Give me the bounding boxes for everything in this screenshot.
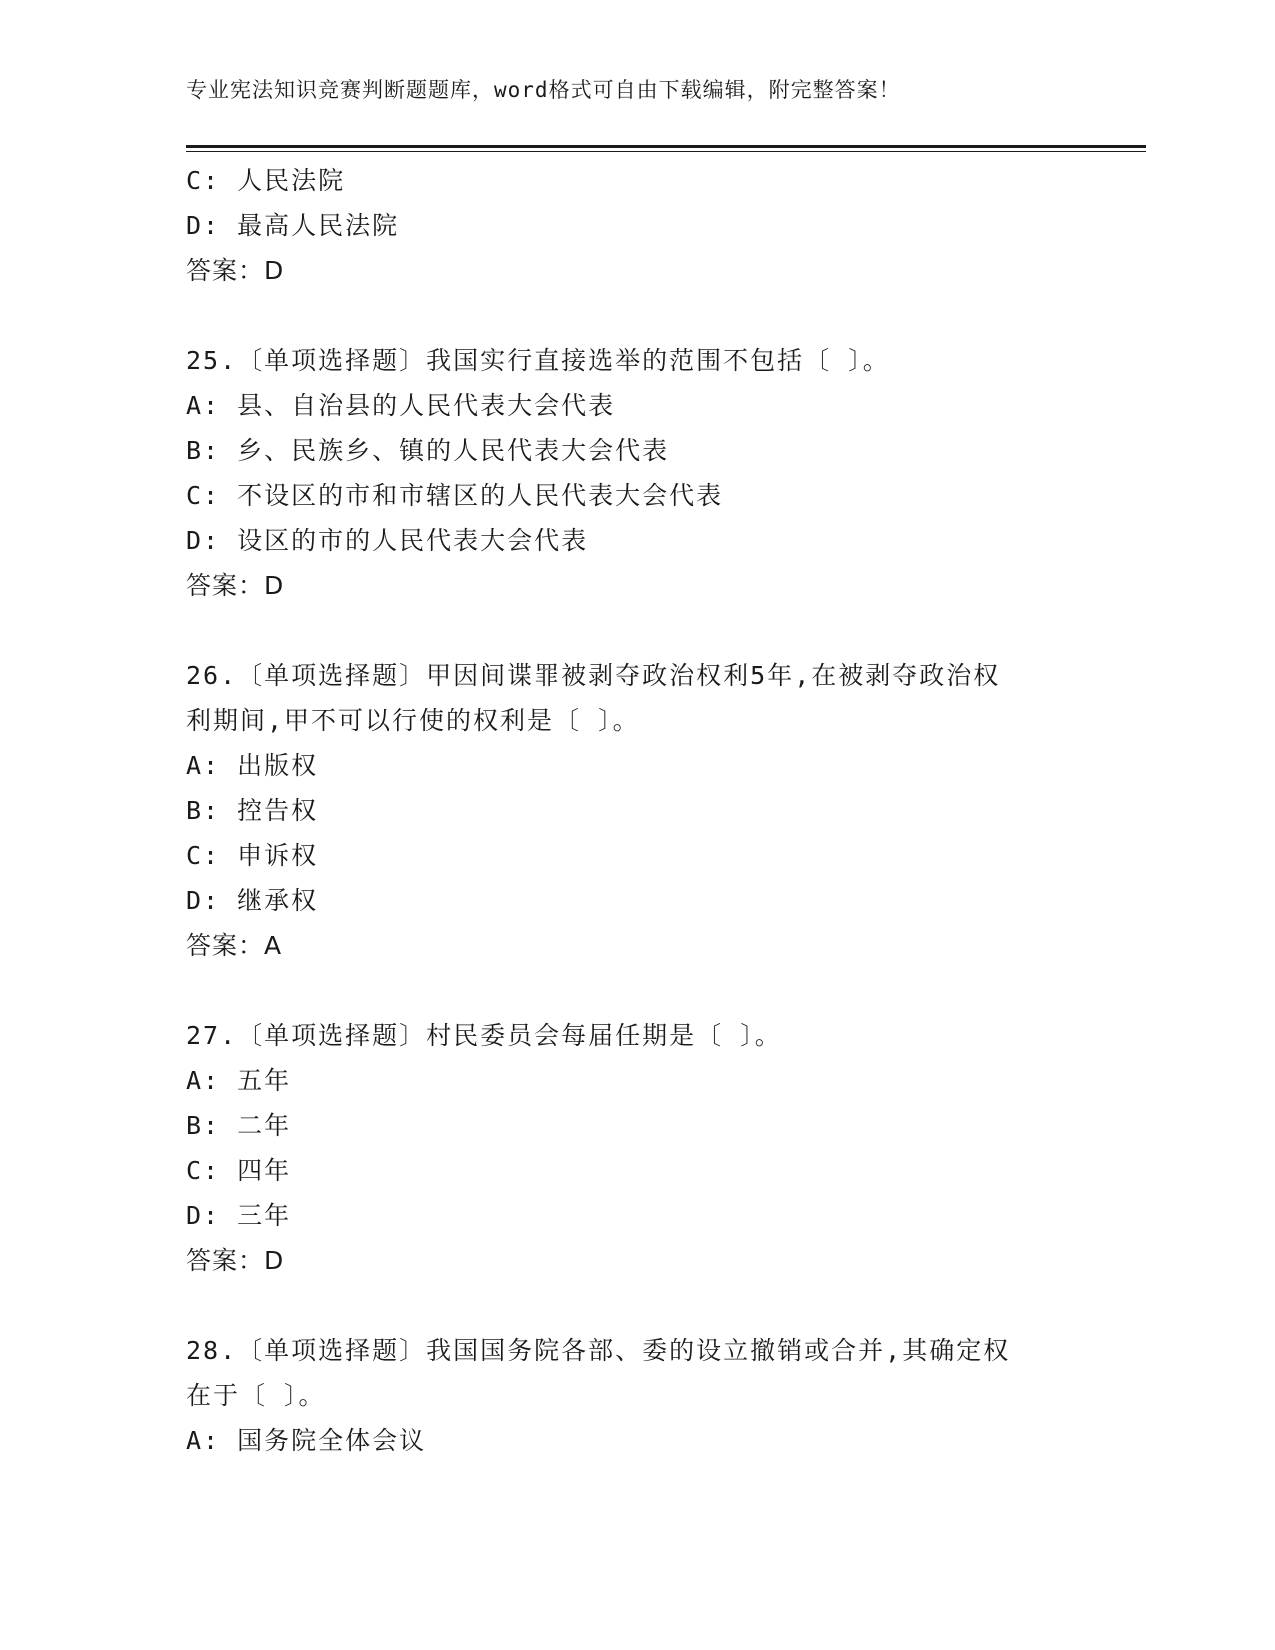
- option-line: D: 最高人民法院: [186, 211, 400, 240]
- answer-line: 答案：D: [186, 1246, 285, 1275]
- option-line: B: 乡、民族乡、镇的人民代表大会代表: [186, 436, 670, 465]
- answer-line: 答案：A: [186, 931, 283, 960]
- option-line: B: 二年: [186, 1111, 292, 1140]
- option-line: C: 申诉权: [186, 841, 319, 870]
- option-line: D: 继承权: [186, 886, 319, 915]
- spacer: [186, 293, 1086, 338]
- question-stem: 26.〔单项选择题〕甲因间谍罪被剥夺政治权利5年,在被剥夺政治权: [186, 661, 1001, 690]
- question-stem: 在于〔 〕。: [186, 1381, 326, 1410]
- option-line: C: 四年: [186, 1156, 292, 1185]
- document-body: [186, 158, 1086, 1463]
- question-stem: 25.〔单项选择题〕我国实行直接选举的范围不包括〔 〕。: [186, 346, 890, 375]
- option-line: D: 设区的市的人民代表大会代表: [186, 526, 589, 555]
- option-line: D: 三年: [186, 1201, 292, 1230]
- spacer: [186, 968, 1086, 1013]
- option-line: C: 人民法院: [186, 166, 346, 195]
- page-header: 专业宪法知识竞赛判断题题库，word格式可自由下载编辑，附完整答案！: [186, 78, 901, 102]
- spacer: [186, 1283, 1086, 1328]
- option-line: B: 控告权: [186, 796, 319, 825]
- question-stem: 27.〔单项选择题〕村民委员会每届任期是〔 〕。: [186, 1021, 782, 1050]
- answer-line: 答案：D: [186, 256, 285, 285]
- header-rule-thin: [186, 151, 1146, 152]
- question-stem: 利期间,甲不可以行使的权利是〔 〕。: [186, 706, 640, 735]
- option-line: A: 五年: [186, 1066, 292, 1095]
- option-line: A: 县、自治县的人民代表大会代表: [186, 391, 616, 420]
- question-stem: 28.〔单项选择题〕我国国务院各部、委的设立撤销或合并,其确定权: [186, 1336, 1011, 1365]
- option-line: C: 不设区的市和市辖区的人民代表大会代表: [186, 481, 724, 510]
- answer-line: 答案：D: [186, 571, 285, 600]
- option-line: A: 出版权: [186, 751, 319, 780]
- spacer: [186, 608, 1086, 653]
- option-line: A: 国务院全体会议: [186, 1426, 427, 1455]
- header-rule-thick: [186, 145, 1146, 148]
